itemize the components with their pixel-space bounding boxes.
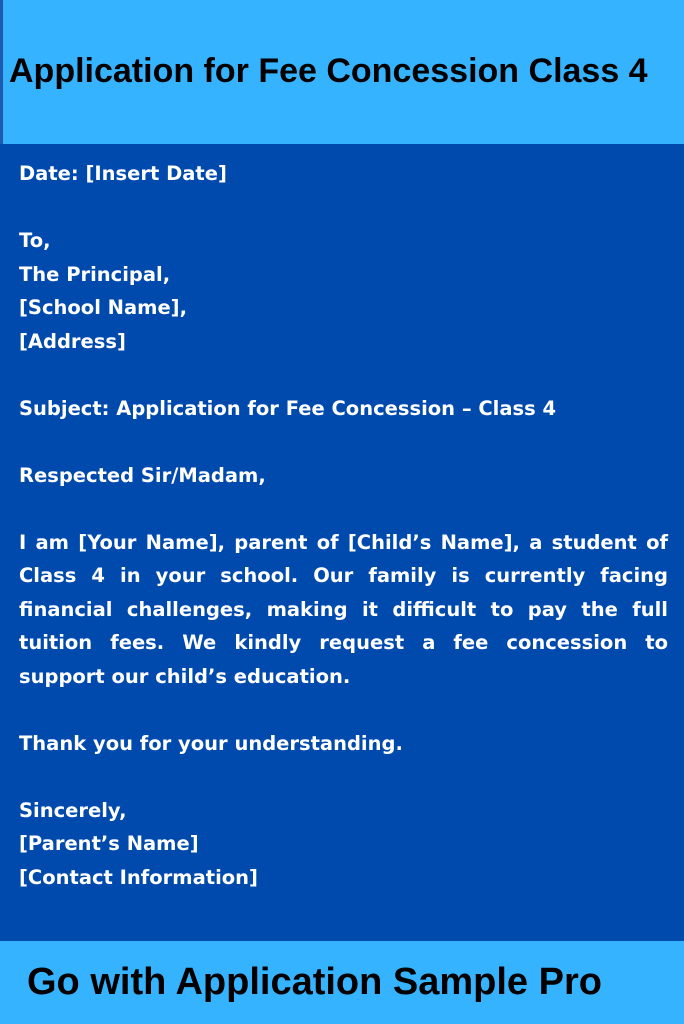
subject-line: Subject: Application for Fee Concession – Class 4 [19,396,557,420]
footer-banner [0,941,684,1024]
header-banner [0,0,684,144]
closing-line: Sincerely, [19,798,127,822]
recipient-to: To, [19,229,51,252]
spacer [19,760,668,794]
date-line: Date: [Insert Date] [19,162,227,185]
recipient-address: [Address] [19,329,126,353]
sender-name: [Parent’s Name] [19,832,199,855]
spacer [19,693,668,727]
sender-contact: [Contact Information] [19,865,258,889]
body-paragraph: I am [Your Name], parent of [Child’s Name], a student of Class 4 in your school. Our family is currently facing financial challenges, making it difficult to pay the full tuition fees. We kindly request a fee concession to support our child’s education. [19,530,668,688]
spacer [19,425,668,459]
thanks-line: Thank you for your understanding. [19,731,403,755]
greeting-line: Respected Sir/Madam, [19,463,266,487]
recipient-school-name: [School Name], [19,296,188,319]
spacer [19,191,668,225]
spacer [19,358,668,392]
footer-tagline: Go with Application Sample Pro [27,961,602,1003]
recipient-designation: The Principal, [19,262,171,286]
page-title: Application for Fee Concession Class 4 [9,52,648,90]
letter-body [19,157,668,894]
spacer [19,492,668,526]
